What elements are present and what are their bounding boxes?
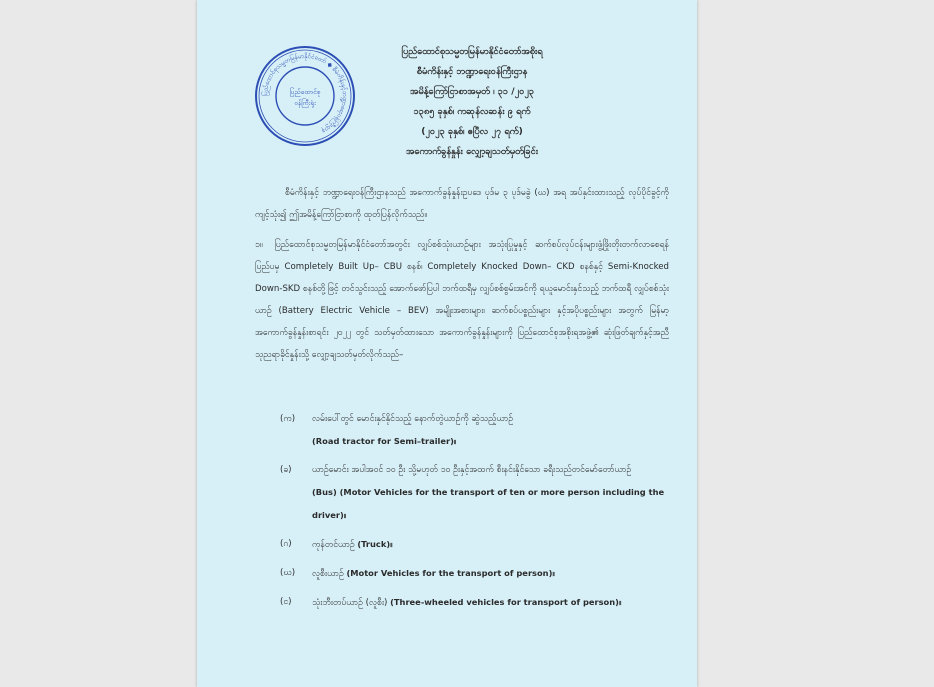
item-english: (Three-wheeled vehicles for transport of person)။ <box>390 597 622 607</box>
header-gregorian-date: (၂၀၂၃ ခုနှစ်၊ ဧပြီလ ၂၇ ရက်) <box>421 126 523 137</box>
paragraph-1-text: ပြည်ထောင်စုသမ္မတမြန်မာနိုင်ငံတော်အတွင်း လျှပ်စစ်သုံးယာဉ်များ အသုံးပြုမှုနှင့် ဆက်စပ်လုပ်ငန်းများဖွံ့ဖြိုးတိုးတက်လာစေရန် ပြည်ပမှ Completely Built Up– CBU စနစ်၊ Completely Knocked Down– CKD စနစ်နှင့် Semi-Knocked Down-SKD စနစ်တို့ဖြင့် တင်သွင်းသည့် အောက်ဖော်ပြပါ ဘက်ထရီမှ လျှပ်စစ်စွမ်းအင်ကို ရယူမောင်းနှင်သည့် ဘက်ထရီ လျှပ်စစ်သုံးယာဉ် (Battery Electric Vehicle – BEV) အမျိုးအစားများ၊ ဆက်စပ်ပစ္စည်းများ နှင့်အပိုပစ္စည်းများ အတွက် မြန်မာ့အကောက်ခွန်နှုန်းစာရင်း ၂၀၂၂ တွင် သတ်မှတ်ထားသော အကောက်ခွန်နှုန်းများကို ပြည်ထောင်စုအစိုးရအဖွဲ့၏ ဆုံးဖြတ်ချက်နှင့်အညီ သုညရာခိုင်နှုန်းသို့ လျှော့ချသတ်မှတ်လိုက်သည်– <box>255 240 669 360</box>
list-item <box>280 562 675 585</box>
paragraph-1 <box>255 234 669 366</box>
intro-paragraph: စီမံကိန်းနှင့် ဘဏ္ဍာရေးဝန်ကြီးဌာနသည် အကောက်ခွန်နှုန်းဥပဒေ ပုဒ်မ ၃ ပုဒ်မခွဲ (ဃ) အရ အပ်နှင်းထားသည့် လုပ်ပိုင်ခွင့်ကို ကျင့်သုံး၍ ဤအမိန့်ကြော်ငြာစာကို ထုတ်ပြန်လိုက်သည်။ <box>255 188 669 220</box>
list-item <box>280 459 675 527</box>
item-text: သုံးဘီးတပ်ယာဉ် (လူစီး) <box>312 598 388 608</box>
paragraph-number: ၁။ <box>255 240 263 250</box>
header-notification-number: အမိန့်ကြော်ငြာစာအမှတ် ၊ ၃၁ /၂၀၂၃ <box>409 86 534 97</box>
seal-center-text: ဝန်ကြီးရုံး <box>294 99 316 107</box>
item-marker: (ဂ) <box>280 539 292 549</box>
seal-center-text: ပြည်ထောင်စု <box>289 88 321 96</box>
item-marker: (ခ) <box>280 465 292 475</box>
item-marker: (ဃ) <box>280 568 296 578</box>
document-page <box>197 0 697 687</box>
item-marker: (က) <box>280 414 296 424</box>
item-english: (Road tractor for Semi–trailer)။ <box>312 436 457 446</box>
item-text: လမ်းပေါ်တွင် မောင်းနှင်နိုင်သည့် နောက်တွဲယာဉ်ကို ဆွဲသည့်ယာဉ် <box>312 414 514 424</box>
item-english: (Truck)။ <box>357 539 393 549</box>
item-english: (Bus) (Motor Vehicles for the transport of ten or more person including the driver)။ <box>312 487 665 520</box>
item-text: ယာဉ်မောင်း အပါအဝင် ၁၀ ဦး သို့မဟုတ် ၁၀ ဦးနှင့်အထက် စီးနင်းနိုင်သော ခရီးသည်တင်မော်တော်ယာဉ် <box>312 465 632 475</box>
list-item <box>280 408 675 453</box>
item-marker: (င) <box>280 597 292 607</box>
ministry-seal <box>253 44 357 148</box>
header-ministry: စီမံကိန်းနှင့် ဘဏ္ဍာရေးဝန်ကြီးဌာန <box>416 66 528 77</box>
list-item <box>280 533 675 556</box>
vehicle-type-list <box>280 408 675 620</box>
header-subject: အကောက်ခွန်နှုန်း လျှော့ချသတ်မှတ်ခြင်း <box>405 146 539 157</box>
header-myanmar-date: ၁၃၈၅ ခုနှစ်၊ ကဆုန်လဆန်း ၉ ရက် <box>413 106 531 117</box>
seal-ring-text: ပြည်ထောင်စုသမ္မတမြန်မာနိုင်ငံတော် ◆ စီမံကိန်းနှင့်ဘဏ္ဍာရေးဝန်ကြီးဌာန <box>261 52 349 135</box>
item-text: ကုန်တင်ယာဉ် <box>312 540 355 550</box>
item-english: (Motor Vehicles for the transport of person)။ <box>346 568 555 578</box>
header-government: ပြည်ထောင်စုသမ္မတမြန်မာနိုင်ငံတော်အစိုးရ <box>401 46 543 57</box>
list-item <box>280 591 675 614</box>
document-header <box>357 42 587 162</box>
item-text: လူစီးယာဉ် <box>312 569 344 579</box>
